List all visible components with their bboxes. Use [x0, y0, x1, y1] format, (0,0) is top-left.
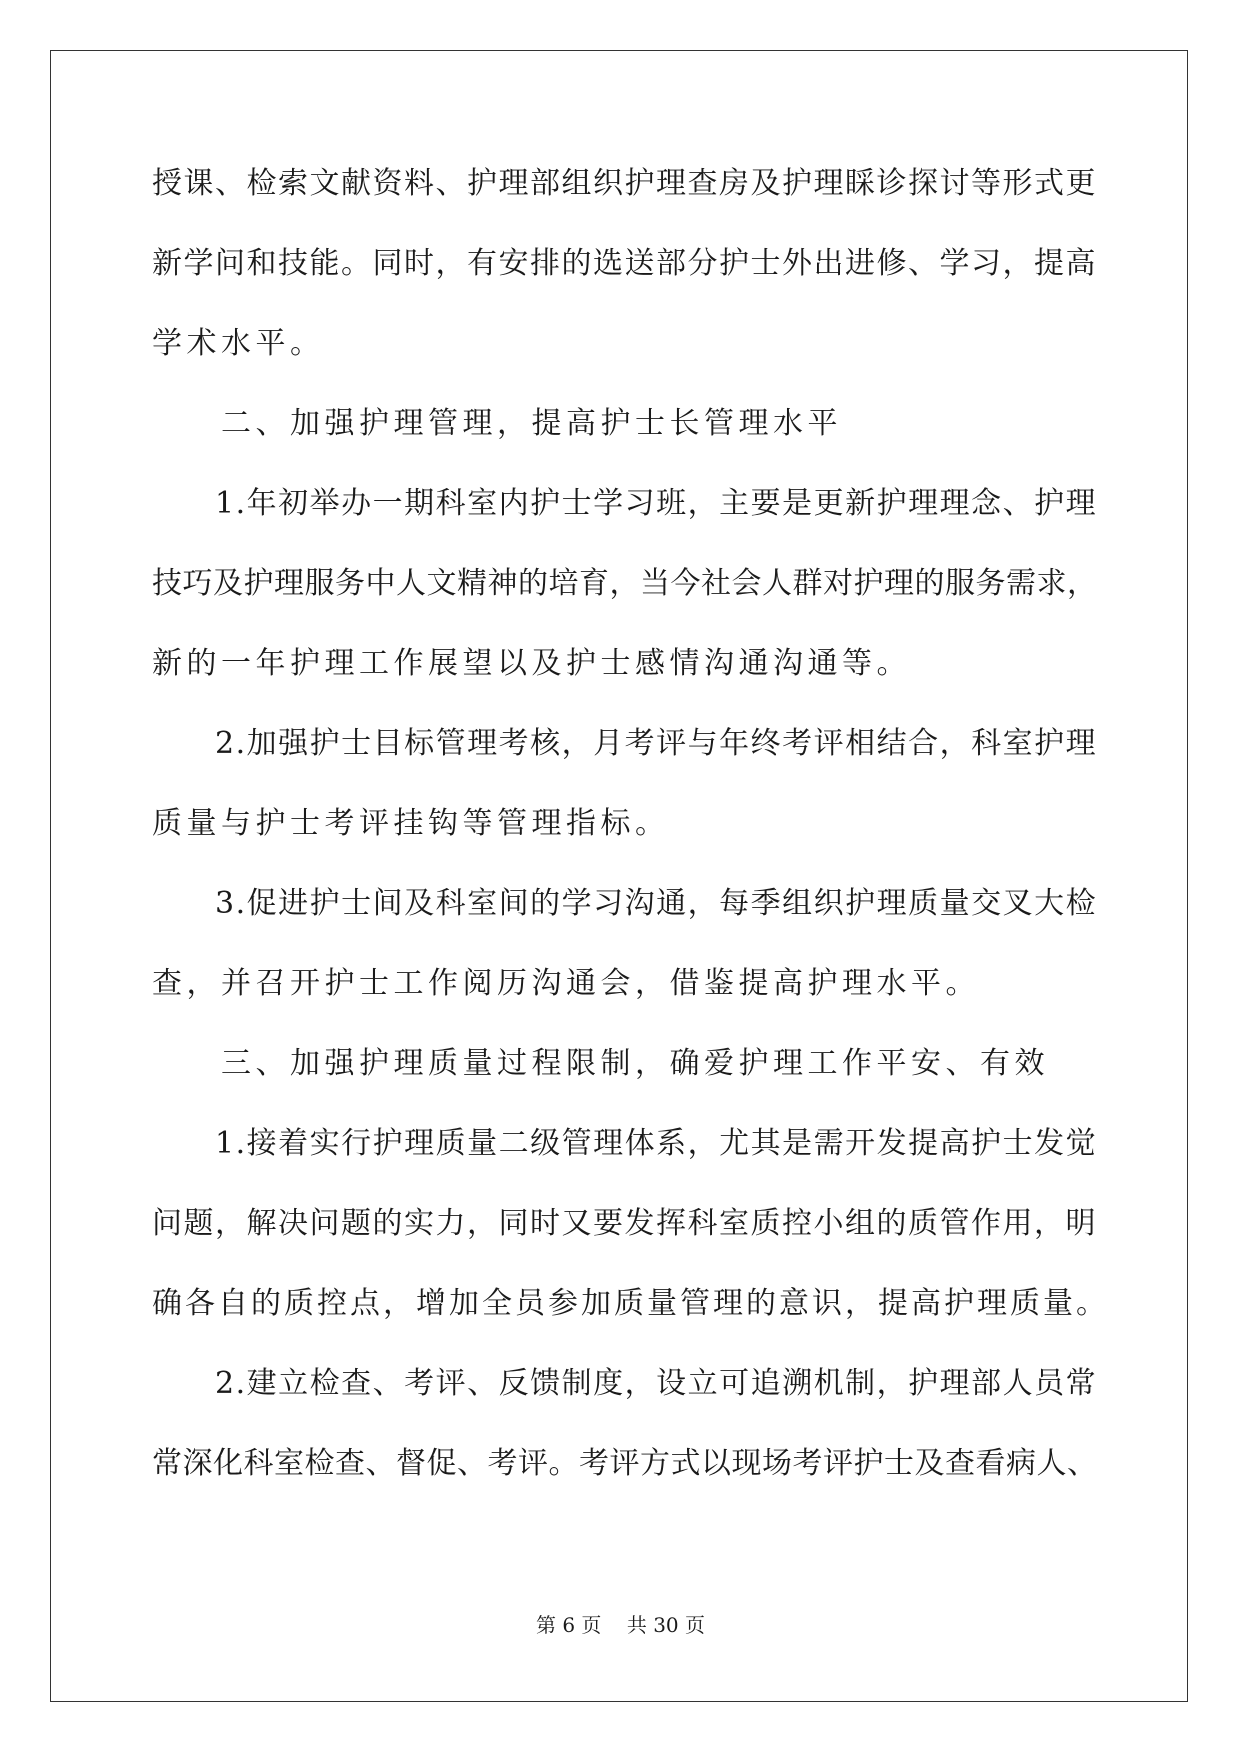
body-line-9: 质量与护士考评挂钩等管理指标。: [152, 806, 670, 841]
section-heading-3: 三、加强护理质量过程限制，确爱护理工作平安、有效: [152, 1046, 1049, 1081]
body-line-3: 学术水平。: [152, 326, 325, 361]
body-line-13: 1.接着实行护理质量二级管理体系，尤其是需开发提高护士发觉: [152, 1126, 1098, 1161]
body-line-6: 技巧及护理服务中人文精神的培育，当今社会人群对护理的服务需求，: [152, 566, 1098, 601]
body-line-15: 确各自的质控点，增加全员参加质量管理的意识，提高护理质量。: [152, 1286, 1109, 1321]
body-line-10: 3.促进护士间及科室间的学习沟通，每季组织护理质量交叉大检: [152, 886, 1098, 921]
body-line-14: 问题，解决问题的实力，同时又要发挥科室质控小组的质管作用，明: [152, 1206, 1097, 1241]
body-line-2: 新学问和技能。同时，有安排的选送部分护士外出进修、学习，提高: [152, 246, 1097, 281]
body-line-16: 2.建立检查、考评、反馈制度，设立可追溯机制，护理部人员常: [152, 1366, 1098, 1401]
body-line-11: 查，并召开护士工作阅历沟通会，借鉴提高护理水平。: [152, 966, 980, 1001]
body-line-5: 1.年初举办一期科室内护士学习班，主要是更新护理理念、护理: [152, 486, 1098, 521]
body-line-1: 授课、检索文献资料、护理部组织护理查房及护理睬诊探讨等形式更: [152, 166, 1097, 201]
body-line-7: 新的一年护理工作展望以及护士感情沟通沟通等。: [152, 646, 911, 681]
page-footer: 第 6 页 共 30 页: [535, 1613, 706, 1637]
body-line-8: 2.加强护士目标管理考核，月考评与年终考评相结合，科室护理: [152, 726, 1098, 761]
section-heading-2: 二、加强护理管理，提高护士长管理水平: [152, 406, 842, 441]
body-line-17: 常深化科室检查、督促、考评。考评方式以现场考评护士及查看病人、: [152, 1446, 1098, 1481]
